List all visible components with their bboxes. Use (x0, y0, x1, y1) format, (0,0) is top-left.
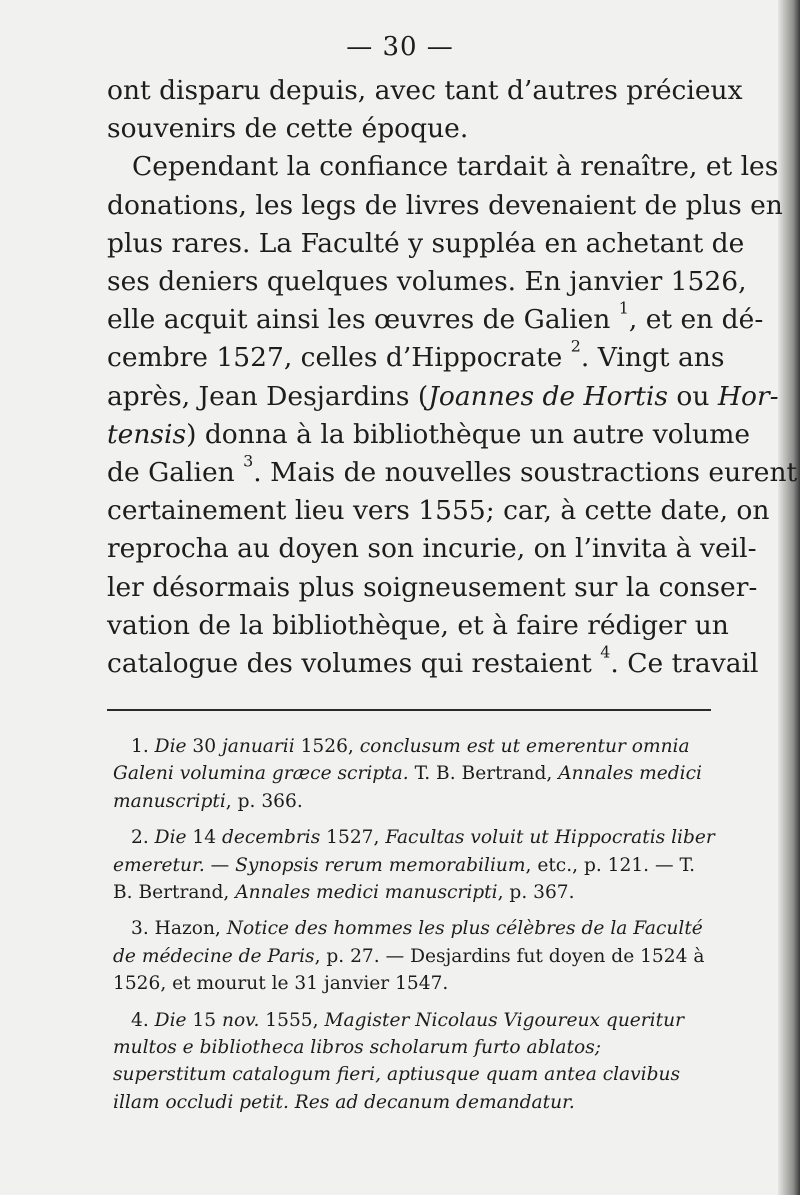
text-run: Synopsis rerum memorabilium (235, 854, 526, 876)
text-run: 1526, (294, 736, 360, 757)
text-run: Hor- (717, 380, 779, 412)
text-run: , p. 27. — Desjardins fut doyen de 1524 à 1526, et mourut le 31 janvier 1547. (113, 945, 705, 995)
page-edge-shadow (778, 0, 800, 1195)
text-line (107, 530, 757, 568)
text-run: souvenirs de cette époque. (107, 113, 469, 145)
text-line (107, 110, 711, 148)
text-run: Notice des hommes les plus célèbres de la Faculté de médecine de Paris (113, 918, 703, 967)
text-run: catalogue des volumes qui restaient (107, 648, 601, 680)
footnote-ref[interactable]: 1 (618, 298, 629, 318)
text-run: 2. (131, 827, 155, 849)
text-line (107, 607, 729, 645)
text-run: . Ce travail (610, 648, 759, 680)
text-line (107, 492, 770, 530)
footnote-ref[interactable]: 4 (600, 642, 611, 662)
text-line (107, 378, 779, 416)
text-line (107, 72, 743, 110)
text-run: tensis (107, 418, 187, 450)
text-run: ler désormais plus soigneusement sur la conser- (107, 571, 758, 603)
text-run: elle acquit ainsi les œuvres de Galien (107, 304, 619, 336)
text-run: , etc., p. 121. — T. B. Bertrand, (113, 854, 696, 904)
text-run: Annales medici manuscripti (113, 763, 702, 812)
text-run: Die (154, 1009, 187, 1031)
text-run: 3. Hazon, (131, 918, 227, 940)
text-run: plus rares. La Faculté y suppléa en achetant de (107, 227, 745, 259)
text-run: 15 (186, 1009, 222, 1031)
footnote-3 (113, 915, 716, 997)
footnotes (113, 733, 716, 1125)
text-run: januarii (222, 736, 295, 757)
text-run: vation de la bibliothèque, et à faire rédiger un (107, 609, 729, 641)
text-run: , p. 367. (497, 882, 575, 904)
text-run: decembris (222, 827, 321, 849)
text-run: . Vingt ans (580, 342, 725, 374)
text-run: Die (154, 736, 187, 757)
footnote-separator (107, 709, 711, 711)
text-line (107, 416, 751, 454)
text-run: , p. 366. (225, 790, 303, 812)
footnote-1 (113, 733, 716, 815)
text-line (107, 187, 783, 225)
text-run: Facultas voluit ut Hippocratis liber emeretur. (113, 827, 715, 876)
text-run: 1527, (320, 827, 386, 849)
paragraph-2 (107, 148, 798, 683)
text-line (107, 642, 759, 683)
text-run: reprocha au doyen son incurie, on l’invita à veil- (107, 533, 757, 565)
text-run: cembre 1527, celles d’Hippocrate (107, 342, 571, 374)
text-run: 1. (131, 736, 155, 757)
text-line (107, 298, 764, 339)
text-run: T. B. Bertrand, (408, 763, 559, 785)
text-run: Joannes de Hortis (428, 380, 668, 412)
text-line (107, 148, 779, 186)
text-run: ont disparu depuis, avec tant d’autres précieux (107, 75, 743, 106)
text-run: Magister Nicolaus Vigoureux queritur multos e bibliotheca libros scholarum furto ablatos; superstitum catalogum fieri, aptiusque quam antea clavibus illam occludi petit. Res ad decanum demandatur. (113, 1009, 684, 1113)
text-run: 30 (186, 736, 222, 757)
text-run: ou (668, 380, 718, 412)
footnote-ref[interactable]: 2 (570, 337, 581, 357)
text-line (107, 337, 725, 377)
text-line (107, 451, 798, 492)
paragraph-1 (107, 72, 743, 148)
footnote-ref[interactable]: 3 (243, 451, 254, 471)
text-run: ) donna à la bibliothèque un autre volume (186, 418, 751, 450)
text-run: 1555, (259, 1009, 325, 1031)
text-run: de Galien (107, 457, 244, 489)
text-run: nov. (222, 1009, 260, 1031)
text-run: — (204, 854, 236, 876)
text-run: ses deniers quelques volumes. En janvier 1526, (107, 266, 747, 298)
footnote-2 (113, 824, 716, 906)
text-line (107, 569, 758, 607)
text-run: , et en dé- (628, 304, 764, 336)
text-run: Annales medici manuscripti (235, 882, 498, 904)
text-run: Die (154, 827, 187, 849)
text-run: . Mais de nouvelles soustractions eurent (253, 457, 798, 489)
text-run: conclusum est ut emerentur omnia Galeni volumina græce scripta. (113, 736, 690, 785)
text-run: Cependant la confiance tardait à renaître, et les (132, 151, 779, 183)
text-run: 14 (186, 827, 222, 849)
text-run: 4. (131, 1009, 155, 1031)
text-run: certainement lieu vers 1555; car, à cette date, on (107, 495, 770, 527)
page-number: — 30 — (346, 32, 454, 62)
main-text (107, 72, 798, 683)
text-run: après, Jean Desjardins ( (107, 380, 429, 412)
text-run: donations, les legs de livres devenaient de plus en (107, 189, 783, 221)
text-line (107, 225, 745, 263)
text-line (107, 263, 747, 301)
footnote-4 (113, 1007, 716, 1117)
